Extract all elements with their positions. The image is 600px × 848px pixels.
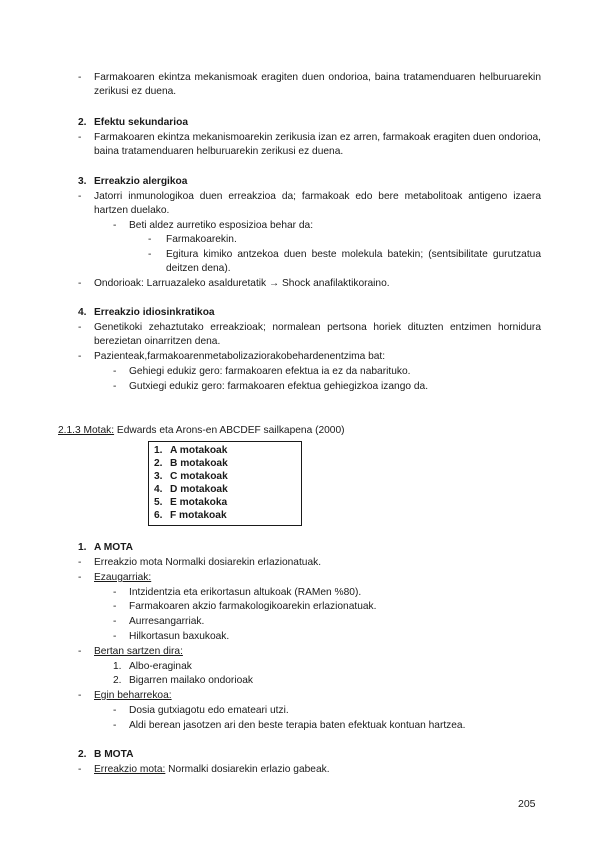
section-title: Erreakzio idiosinkratikoa [94,307,215,318]
section-title: Efektu sekundarioa [94,117,188,128]
sub-bullet-dash: - [113,720,117,731]
section-title: B MOTA [94,749,134,760]
subsub-bullet: Farmakoarekin. [166,234,237,245]
numbered-item: Bigarren mailako ondorioak [129,675,254,686]
list-item: 2. B motakoak [154,458,228,469]
list-item: 4. D motakoak [154,484,228,495]
sub-bullet: Farmakoaren akzio farmakologikoarekin erlazionatuak. [129,601,377,612]
section-title: Erreakzio alergikoa [94,176,188,187]
bullet-dash: - [78,191,82,202]
list-item: 1. A motakoak [154,445,228,456]
list-item: 3. C motakoak [154,471,228,482]
bertan-label: Bertan sartzen dira: [94,646,183,657]
sub-bullet-dash: - [113,366,117,377]
sub-bullet-dash: - [113,220,117,231]
page-number: 205 [518,798,536,810]
numbered-item-number: 2. [113,675,122,686]
bullet-dash: - [78,572,82,583]
erreakzio-mota-text: Normalki dosiarekin erlazio gabeak. [165,764,330,775]
motak-heading-number: 2.1.3 Motak: [58,425,115,436]
sub-bullet: Hilkortasun baxukoak. [129,631,230,642]
section-number: 4. [78,307,87,318]
egin-label: Egin beharrekoa: [94,690,172,701]
bullet-dash: - [78,646,82,657]
ezaugarriak-label: Ezaugarriak: [94,572,152,583]
section-number: 2. [78,749,87,760]
bullet-dash: - [78,322,82,333]
numbered-item-number: 1. [113,661,122,672]
bullet-dash: - [78,132,82,143]
sub-bullet: Dosia gutxiagotu edo emateari utzi. [129,705,289,716]
erreakzio-mota-label: Erreakzio mota: [94,764,166,775]
bullet-dash: - [78,351,82,362]
sub-bullet: Gehiegi edukiz gero: farmakoaren efektua ia ez da nabarituko. [129,366,411,377]
paragraph-bullet: Farmakoaren ekintza mekanismoak eragiten duen ondorioa, baina tratamenduaren helburuarekin zerikusi ez duena. [94,72,541,97]
section-number: 3. [78,176,87,187]
paragraph-bullet: Erreakzio mota Normalki dosiarekin erlazionatuak. [94,557,322,568]
motak-heading [58,424,538,438]
sub-bullet-dash: - [113,631,117,642]
section-number: 2. [78,117,87,128]
sub-bullet-dash: - [113,381,117,392]
bullet-dash: - [78,72,82,83]
section-title: A MOTA [94,542,134,553]
sub-bullet: Aurresangarriak. [129,616,205,627]
bullet-dash: - [78,557,82,568]
sub-bullet-dash: - [113,616,117,627]
subsub-bullet-dash: - [148,249,152,260]
sub-bullet: Aldi berean jasotzen ari den beste terapia baten efektuak kontuan hartzea. [129,720,466,731]
bullet-dash: - [78,690,82,701]
motak-list [154,444,294,522]
bullet-dash: - [78,764,82,775]
paragraph-bullet: Genetikoki zehaztutako erreakzioak; normalean pertsona horiek dituzten entzimen hornidura berezietan oinarritzen dena. [94,322,541,347]
sub-bullet-dash: - [113,705,117,716]
sub-bullet: Beti aldez aurretiko esposizioa behar da: [129,220,314,231]
paragraph-bullet [94,763,541,777]
sub-bullet: Intzidentzia eta erikortasun altukoak (RAMen %80). [129,587,362,598]
numbered-item: Albo-eraginak [129,661,192,672]
sub-bullet-dash: - [113,601,117,612]
list-item: 6. F motakoak [154,510,227,521]
list-item: 5. E motakoka [154,497,228,508]
motak-heading-text: Edwards eta Arons-en ABCDEF sailkapena (2000) [114,425,345,436]
paragraph-bullet: Farmakoaren ekintza mekanismoarekin zerikusia izan ez arren, farmakoak eragiten duen ondorioa, baina tratamenduaren helburuarekin zerikusi ez duena. [94,132,541,157]
paragraph-bullet: Ondorioak: Larruazaleko asalduretatik → Shock anafilaktikoraino. [94,278,390,289]
paragraph-bullet: Pazienteak,farmakoarenmetabolizaziorakobehardenentzima bat: [94,351,386,362]
sub-bullet: Gutxiegi edukiz gero: farmakoaren efektua gehiegizkoa izango da. [129,381,429,392]
subsub-bullet: Egitura kimiko antzekoa duen beste molekula batekin; (sentsibilitate gurutzatua deitzen dena). [166,249,541,274]
paragraph-bullet: Jatorri inmunologikoa duen erreakzioa da; farmakoak edo bere metabolitoak antigeno izaera hartzen duelako. [94,191,541,216]
section-number: 1. [78,542,87,553]
subsub-bullet-dash: - [148,234,152,245]
bullet-dash: - [78,278,82,289]
sub-bullet-dash: - [113,587,117,598]
